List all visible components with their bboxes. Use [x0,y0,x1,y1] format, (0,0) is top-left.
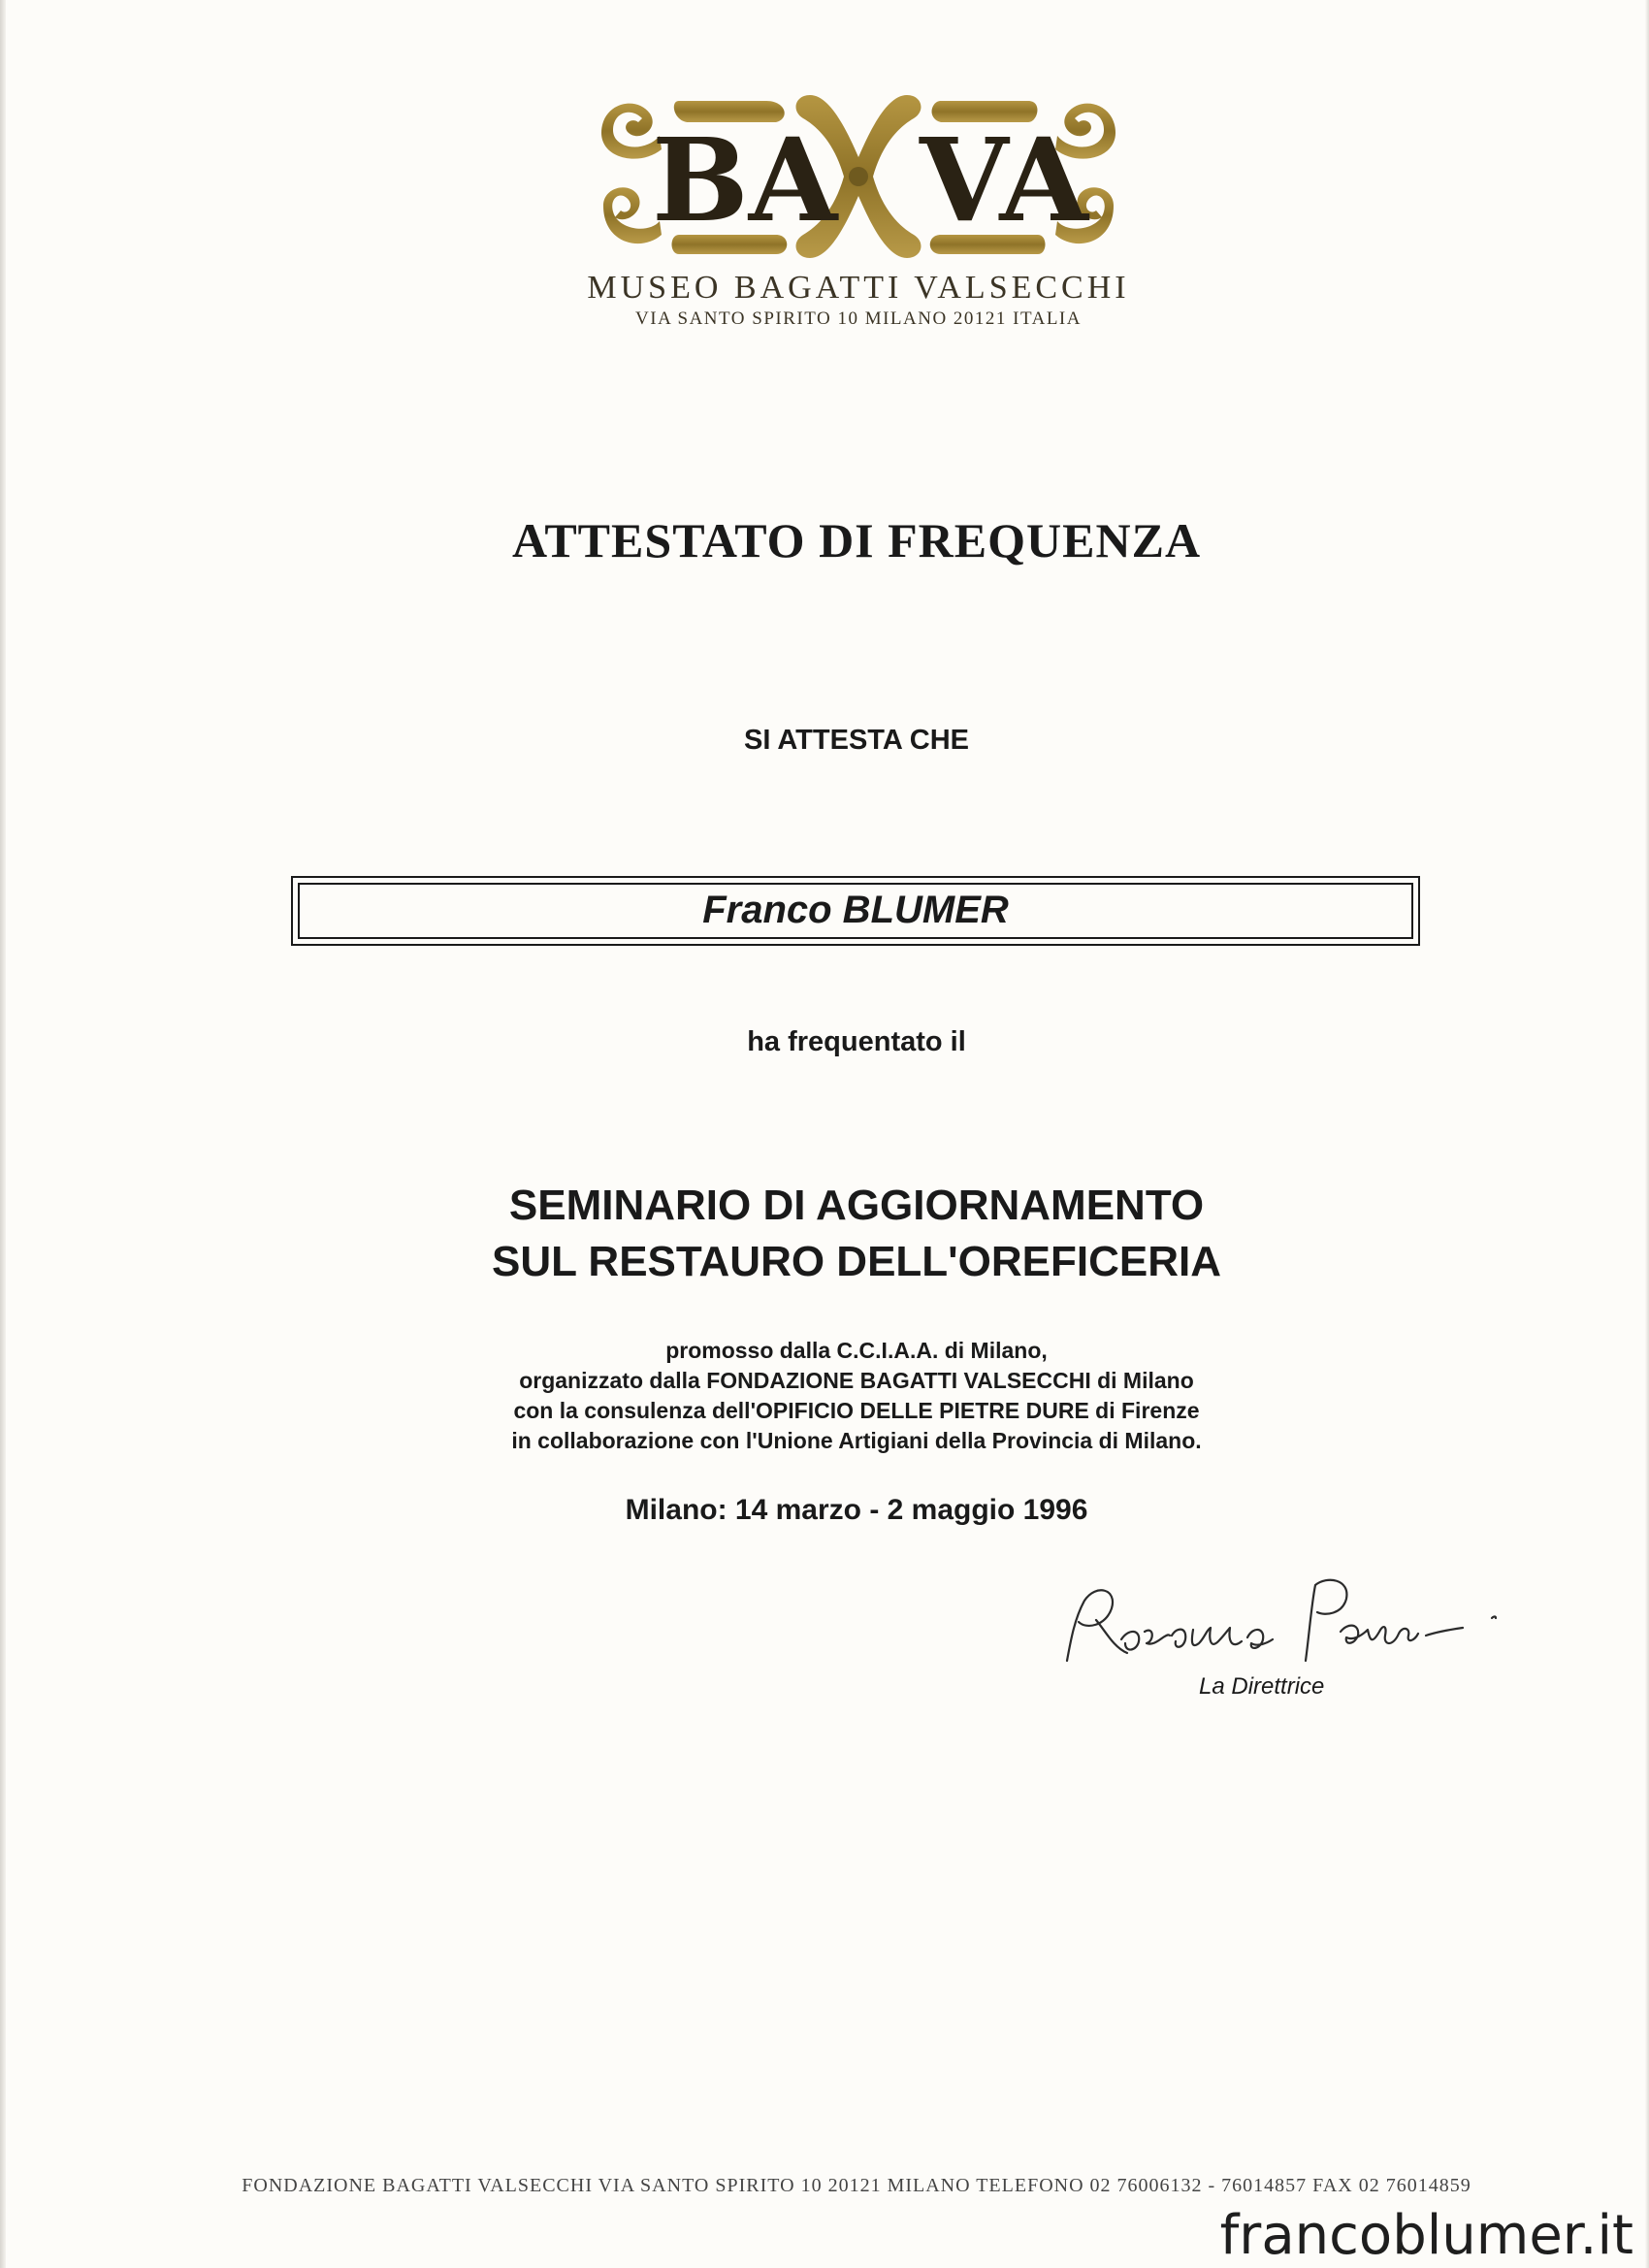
promotion-line-2: organizzato dalla FONDAZIONE BAGATTI VALSECCHI di Milano [519,1368,1194,1393]
attended-line: ha frequentato il [747,1026,966,1057]
recipient-name-box [291,876,1420,946]
logo-letters-ba: BA [652,113,838,247]
signature-icon [1057,1571,1533,1688]
promotion-line-1: promosso dalla C.C.I.A.A. di Milano, [665,1338,1048,1363]
seminar-title-line-1: SEMINARIO DI AGGIORNAMENTO [508,1182,1205,1229]
footer-address: FONDAZIONE BAGATTI VALSECCHI VIA SANTO SPIRITO 10 20121 MILANO TELEFONO 02 76006132 - 76014857 FAX 02 76014859 [242,2175,1471,2196]
seminar-dates: Milano: 14 marzo - 2 maggio 1996 [625,1494,1088,1526]
paper-edge-left [0,0,6,2268]
museum-address: VIA SANTO SPIRITO 10 MILANO 20121 ITALIA [635,308,1082,329]
certificate-title [0,512,1649,568]
seminar-title-line-2: SUL RESTAURO DELL'OREFICERIA [492,1238,1221,1285]
signer-role: La Direttrice [1199,1673,1325,1700]
attest-line: SI ATTESTA CHE [744,725,969,756]
museum-name: MUSEO BAGATTI VALSECCHI [587,270,1130,306]
recipient-name: Franco BLUMER [702,889,1009,931]
paper-edge-right [1645,0,1649,2268]
promotion-line-4: in collaborazione con l'Unione Artigiani della Provincia di Milano. [511,1428,1202,1453]
museum-logo [592,89,1125,264]
logo-emblem-icon [592,89,1125,264]
watermark: francoblumer.it [1219,2204,1633,2267]
logo-letters-va: VA [920,113,1088,247]
promotion-line-3: con la consulenza dell'OPIFICIO DELLE PIETRE DURE di Firenze [513,1398,1200,1423]
certificate-title-text: ATTESTATO DI FREQUENZA [511,513,1202,567]
